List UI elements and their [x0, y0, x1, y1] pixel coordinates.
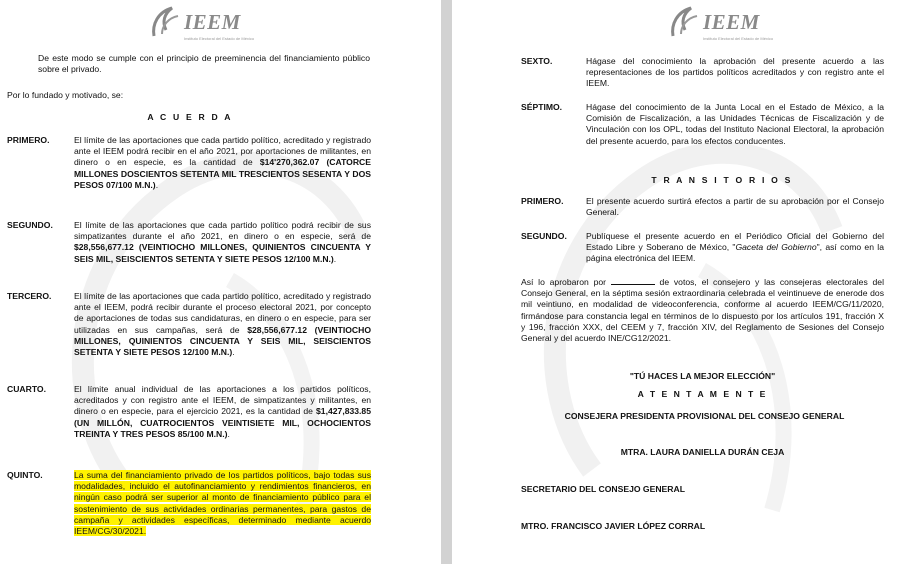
closing-paragraph: Así lo aprobaron por de votos, el consejero y las consejeras electorales del Consejo General, en la séptima sesión extraordinaria celebrada el veintinueve de enerode dos mil veintiuno, en modalidad de videoconferencia, conforme al acuerdo IEEM/CG/11/2020, firmándose para constancia legal en términos de lo dispuesto por los artículos 191, fracción X y 196, fracción XXX, del CEEM y 7, fracción XIV, del Reglamento de Sesiones del Consejo General y del acuerdo INE/CG12/2021. [521, 277, 884, 344]
cuarto-label: CUARTO. [7, 384, 46, 394]
transitorio-segundo-text: Publíquese el presente acuerdo en el Periódico Oficial del Gobierno del Estado Libre y Soberano de México, "Gaceta del Gobierno", así como en la página electrónica del IEEM. [586, 231, 884, 264]
tercero-label: TERCERO. [7, 291, 52, 301]
logo-name: IEEM [703, 10, 760, 34]
votes-blank [611, 276, 655, 285]
quinto-label: QUINTO. [7, 470, 43, 480]
ieem-logo [667, 4, 797, 44]
acuerda-heading: A C U E R D A [147, 112, 233, 122]
fundado-paragraph: Por lo fundado y motivado, se: [7, 90, 124, 100]
document-page-left [0, 0, 441, 564]
transitorio-primero-text: El presente acuerdo surtirá efectos a partir de su aprobación por el Consejo General. [586, 196, 884, 218]
cuarto-text: El límite anual individual de las aportaciones a los partidos políticos, acreditados y con registro ante el IEEM, de simpatizantes y militantes, en dinero o en especie, para el ejercicio 2021, es la cantidad de $1,427,833.85 (UN MILLÓN, CUATROCIENTOS VEINTISIETE MIL, OCHOCIENTOS TREINTA Y TRES PESOS 85/100 M.N.). [74, 384, 371, 439]
logo-subtitle: Instituto Electoral del Estado de México [184, 36, 255, 41]
transitorio-segundo-label: SEGUNDO. [521, 231, 567, 241]
secretario-title: SECRETARIO DEL CONSEJO GENERAL [521, 484, 685, 494]
secretario-name: MTRO. FRANCISCO JAVIER LÓPEZ CORRAL [521, 521, 706, 531]
segundo-text: El límite de las aportaciones que cada partido político podrá recibir de sus simpatizantes durante el año 2021, en dinero o en especie, será de $28,556,677.12 (VEINTIOCHO MILLONES, QUINIENTOS CINCUENTA Y SEIS MIL, SEISCIENTOS SETENTA Y SIETE PESOS 12/100 M.N.). [74, 220, 371, 264]
sexto-text: Hágase del conocimiento la aprobación del presente acuerdo a las representaciones de los partidos políticos acreditados y con registro ante el IEEM. [586, 56, 884, 89]
lema: "TÚ HACES LA MEJOR ELECCIÓN" [629, 371, 776, 381]
septimo-text: Hágase del conocimiento de la Junta Local en el Estado de México, a la Comisión de Fiscalización, a las Unidades Técnicas de Fiscalización y de Vinculación con los OPL, todas del Instituto Nacional Electoral, la aprobación del presente acuerdo, para los efectos conducentes. [586, 102, 884, 146]
consejera-name: MTRA. LAURA DANIELLA DURÁN CEJA [620, 447, 785, 457]
transitorio-primero-label: PRIMERO. [521, 196, 564, 206]
document-page-right [452, 0, 901, 564]
intro-paragraph: De este modo se cumple con el principio de preeminencia del financiamiento público sobre el privado. [38, 53, 370, 75]
quinto-text-highlighted: La suma del financiamiento privado de los partidos políticos, bajo todas sus modalidades, incluido el autofinanciamiento y rendimientos financieros, en ningún caso podrá ser superior al monto de financiamiento público para el sostenimiento de sus actividades ordinarias permanentes, para gastos de campaña y actividades específicas, determinado mediante acuerdo IEEM/CG/30/2021. [74, 470, 371, 537]
logo-name: IEEM [184, 10, 241, 34]
page-gap [441, 0, 452, 564]
consejera-title: CONSEJERA PRESIDENTA PROVISIONAL DEL CONSEJO GENERAL [564, 411, 845, 421]
primero-text: El límite de las aportaciones que cada partido político, acreditado y registrado ante el IEEM podrá recibir en el año 2021, por aportaciones de militantes, en dinero o en especie, es la cantidad de $14'270,362.07 (CATORCE MILLONES DOSCIENTOS SETENTA MIL TRESCIENTOS SESENTA Y DOS PESOS 07/100 M.N.). [74, 135, 372, 190]
logo-subtitle: Instituto Electoral del Estado de México [703, 36, 774, 41]
sexto-label: SEXTO. [521, 56, 553, 66]
primero-label: PRIMERO. [7, 135, 50, 145]
segundo-label: SEGUNDO. [7, 220, 53, 230]
atentamente: A T E N T A M E N T E [637, 389, 768, 399]
ieem-logo-icon [148, 4, 184, 40]
tercero-text: El límite de las aportaciones que cada partido político, acreditado y registrado ante el IEEM, podrá recibir durante el proceso electoral 2021, por concepto de aportaciones de todas sus candidaturas, en dinero o en especie, para ser utilizadas en sus campañas, será de $28,556,677.12 (VEINTIOCHO MILLONES, QUINIENTOS CINCUENTA Y SEIS MIL, SEISCIENTOS SETENTA Y SIETE PESOS 12/100 M.N.). [74, 291, 372, 358]
transitorios-heading: T R A N S I T O R I O S [651, 175, 793, 185]
ieem-logo-icon [667, 4, 703, 40]
septimo-label: SÉPTIMO. [521, 102, 563, 112]
ieem-logo [148, 4, 278, 44]
